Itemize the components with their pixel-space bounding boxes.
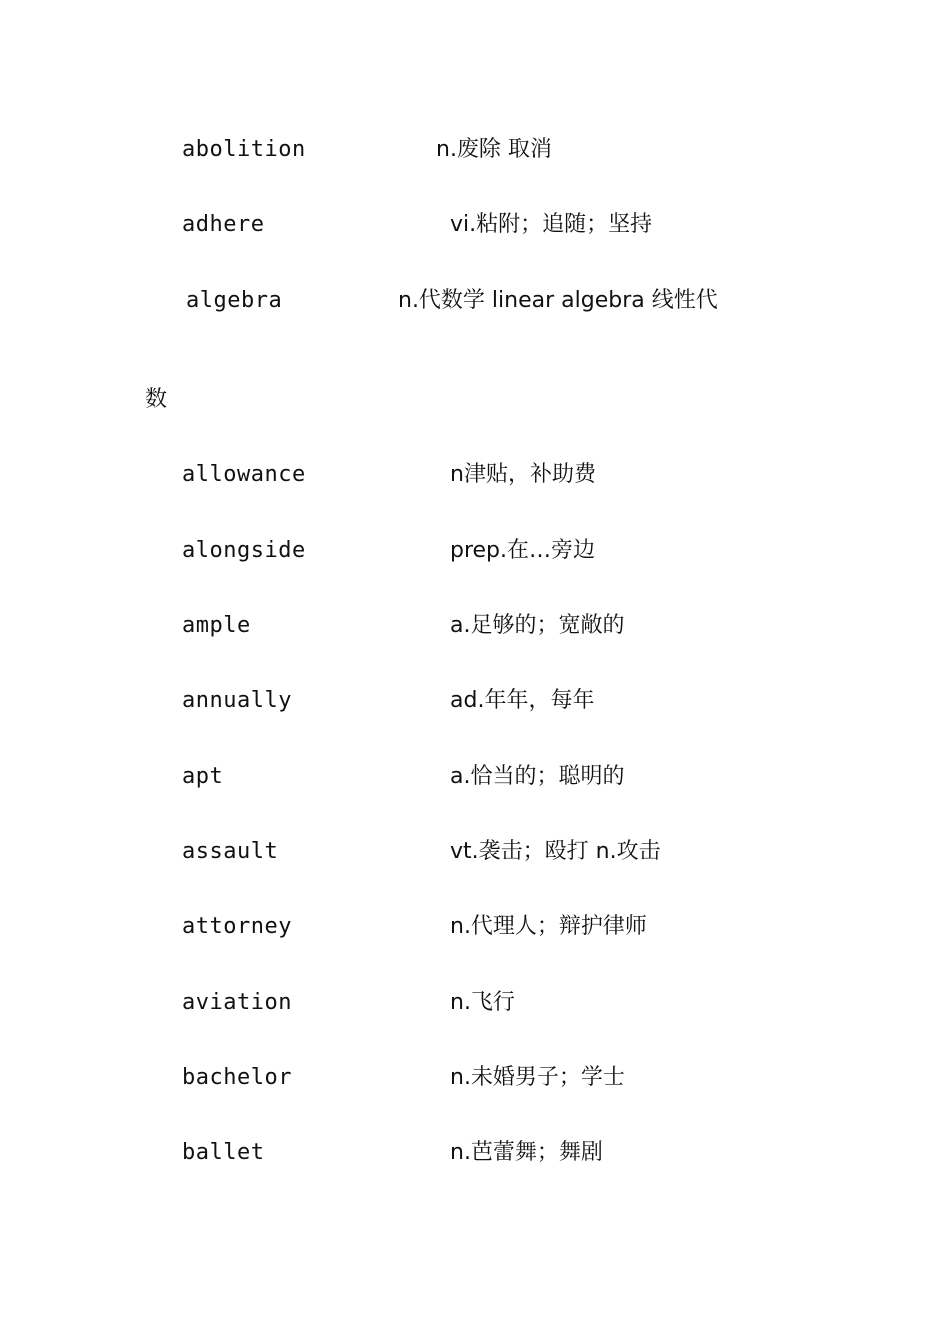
entry-word-aviation: aviation [182, 990, 292, 1015]
entry-word-alongside: alongside [182, 538, 306, 563]
entry-def-ballet: n.芭蕾舞；舞剧 [450, 1140, 603, 1165]
entry-word-ballet: ballet [182, 1140, 265, 1165]
entry-word-apt: apt [182, 764, 224, 789]
entry-def-assault: vt.袭击；殴打 n.攻击 [450, 839, 661, 864]
entry-word-allowance: allowance [182, 462, 306, 487]
entry-def-attorney: n.代理人；辩护律师 [450, 914, 647, 939]
entry-word-ample: ample [182, 613, 251, 638]
entry-def-ample: a.足够的；宽敞的 [450, 613, 625, 638]
entry-def-abolition: n.废除 取消 [436, 137, 552, 162]
entry-word-abolition: abolition [182, 137, 306, 162]
entry-def-alongside: prep.在…旁边 [450, 538, 596, 563]
entry-word-assault: assault [182, 839, 279, 864]
entry-def-algebra: n.代数学 linear algebra 线性代 [398, 288, 718, 313]
entry-def-annually: ad.年年，每年 [450, 688, 595, 713]
entry-def-aviation: n.飞行 [450, 990, 515, 1015]
entry-word-annually: annually [182, 688, 292, 713]
entry-word-bachelor: bachelor [182, 1065, 292, 1090]
entry-word-adhere: adhere [182, 212, 265, 237]
entry-def-algebra-continuation: 数 [145, 387, 168, 412]
entry-def-adhere: vi.粘附；追随；坚持 [450, 212, 653, 237]
entry-def-apt: a.恰当的；聪明的 [450, 764, 625, 789]
entry-word-attorney: attorney [182, 914, 292, 939]
entry-def-bachelor: n.未婚男子；学士 [450, 1065, 625, 1090]
entry-def-allowance: n津贴，补助费 [450, 462, 596, 487]
entry-word-algebra: algebra [186, 288, 283, 313]
